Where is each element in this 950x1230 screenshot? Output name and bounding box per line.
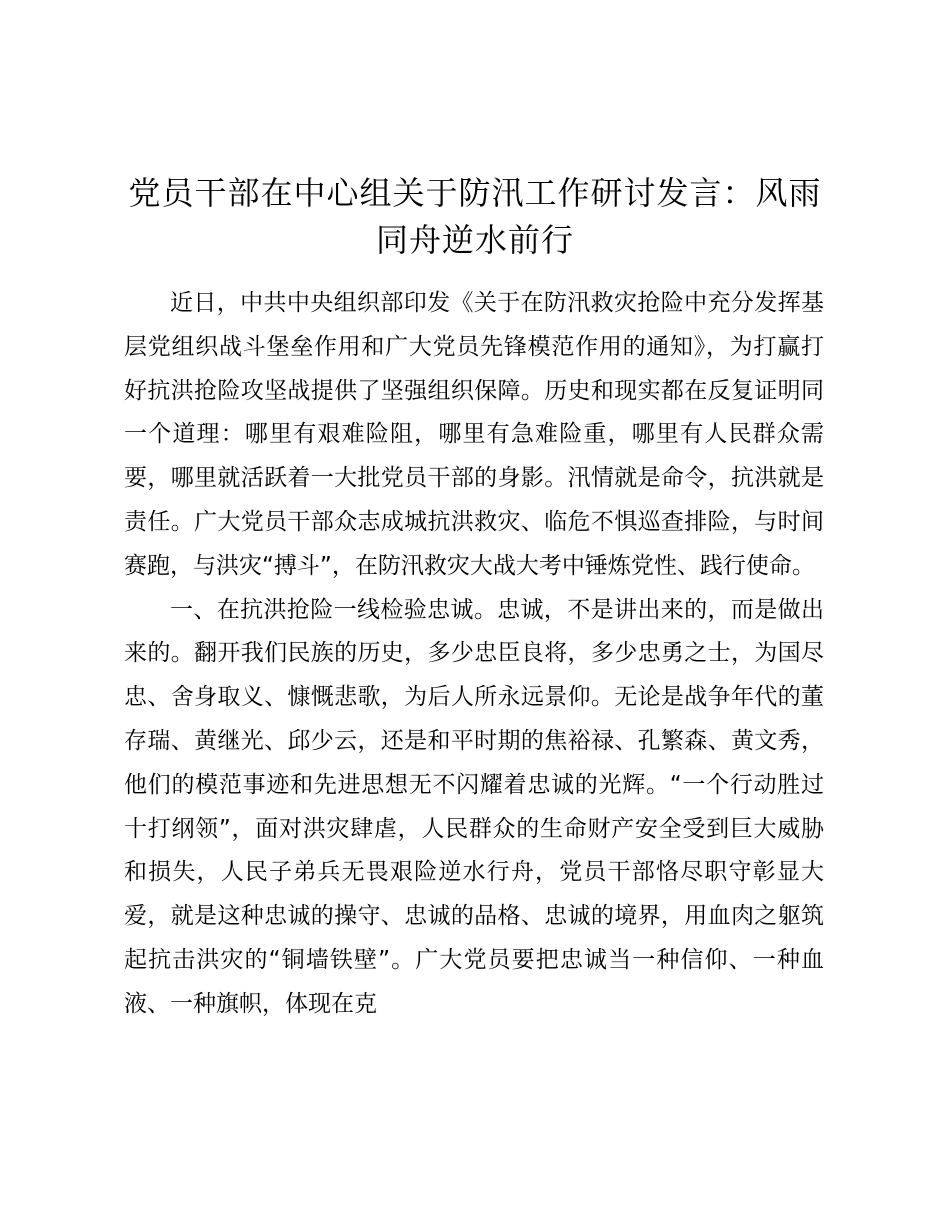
paragraph-section-one: 一、在抗洪抢险一线检验忠诚。忠诚，不是讲出来的，而是做出来的。翻开我们民族的历史，多少忠臣良将，多少忠勇之士，为国尽忠、舍身取义、慷慨悲歌，为后人所永远景仰。无论是战争年代的董存瑞、黄继光、邱少云，还是和平时期的焦裕禄、孔繁森、黄文秀，他们的模范事迹和先进思想无不闪耀着忠诚的光辉。“一个行动胜过十打纲领”，面对洪灾肆虐，人民群众的生命财产安全受到巨大威胁和损失，人民子弟兵无畏艰险逆水行舟，党员干部恪尽职守彰显大爱，就是这种忠诚的操守、忠诚的品格、忠诚的境界，用血肉之躯筑起抗击洪灾的“铜墙铁壁”。广大党员要把忠诚当一种信仰、一种血液、一种旗帜，体现在克: [124, 596, 824, 1017]
paragraph-intro: 近日，中共中央组织部印发《关于在防汛救灾抢险中充分发挥基层党组织战斗堡垒作用和广大党员先锋模范作用的通知》，为打赢打好抗洪抢险攻坚战提供了坚强组织保障。历史和现实都在反复证明同一个道理：哪里有艰难险阻，哪里有急难险重，哪里有人民群众需要，哪里就活跃着一大批党员干部的身影。汛情就是命令，抗洪就是责任。广大党员干部众志成城抗洪救灾、临危不惧巡查排险，与时间赛跑，与洪灾“搏斗”，在防汛救灾大战大考中锤炼党性、践行使命。: [124, 290, 824, 579]
document-title: 党员干部在中心组关于防汛工作研讨发言：风雨同舟逆水前行: [128, 174, 822, 259]
document-body: [124, 282, 824, 1027]
